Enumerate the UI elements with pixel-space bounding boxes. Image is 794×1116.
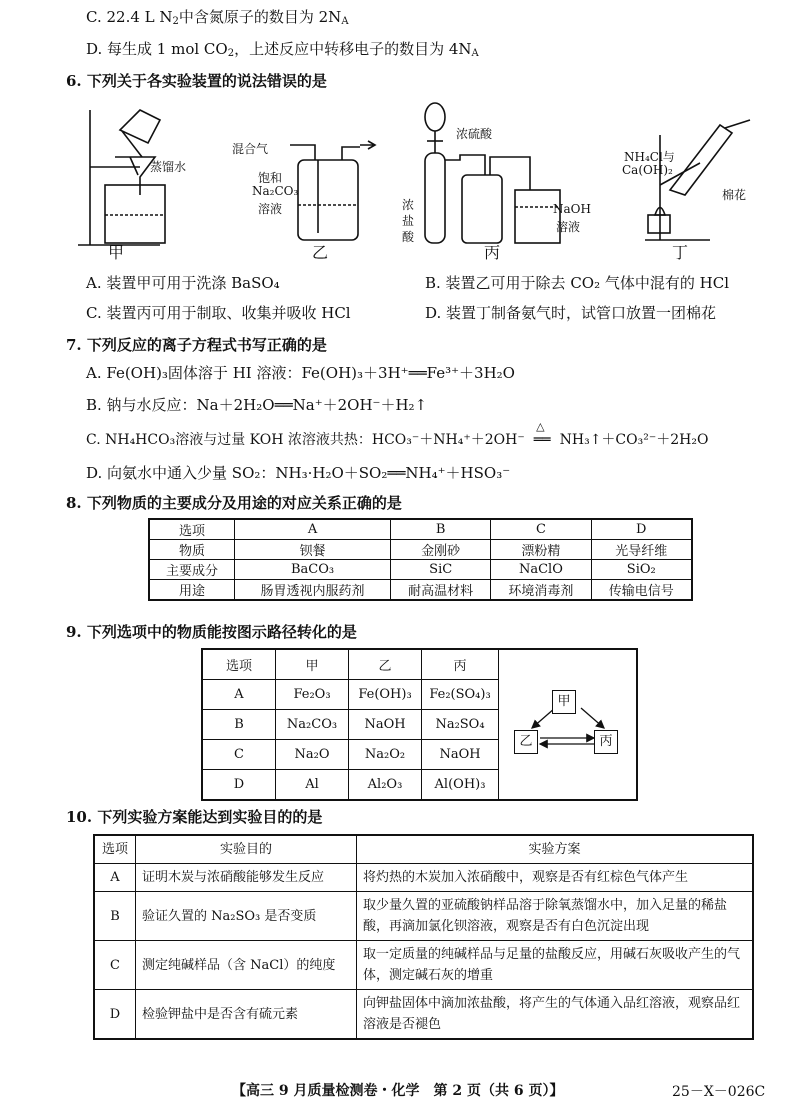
diagram-node-jia: 甲: [552, 690, 576, 714]
label-conc-1: 浓: [402, 198, 415, 212]
diagram-node-bing: 丙: [594, 730, 618, 754]
q6-stem: 6. 下列关于各实验装置的说法错误的是: [66, 72, 327, 90]
label-nh4cl: NH₄Cl与: [624, 150, 675, 164]
label-conc-sulfuric-acid: 浓硫酸: [456, 127, 493, 141]
q7-option-d: D. 向氨水中通入少量 SO₂：NH₃·H₂O＋SO₂══NH₄⁺＋HSO₃⁻: [86, 464, 511, 482]
q6-option-c: C. 装置丙可用于制取、收集并吸收 HCl: [86, 304, 351, 322]
table-row: 选项 实验目的 实验方案: [94, 835, 753, 864]
q9-stem: 9. 下列选项中的物质能按图示路径转化的是: [66, 623, 357, 641]
label-naoh: NaOH: [553, 202, 591, 216]
q6-option-a: A. 装置甲可用于洗涤 BaSO₄: [86, 274, 280, 292]
page-footer-title: 【高三 9 月质量检测卷・化学 第 2 页（共 6 页）】: [232, 1083, 564, 1099]
q10-table: [93, 834, 754, 1040]
q6-option-b: B. 装置乙可用于除去 CO₂ 气体中混有的 HCl: [425, 274, 730, 292]
table-row: D 检验钾盐中是否含有硫元素 向钾盐固体中滴加浓盐酸，将产生的气体通入品红溶液，观察品红溶液是否褪色: [94, 990, 753, 1040]
table-row: A 证明木炭与浓硝酸能够发生反应 将灼热的木炭加入浓硝酸中，观察是否有红棕色气体产生: [94, 864, 753, 892]
table-row: 选项 A B C D: [149, 519, 692, 540]
table-row: C 测定纯碱样品（含 NaCl）的纯度 取一定质量的纯碱样品与足量的盐酸反应，用碱石灰吸收产生的气体，测定碱石灰的增重: [94, 941, 753, 990]
table-row: 主要成分 BaCO₃ SiC NaClO SiO₂: [149, 560, 692, 580]
label-solution: 溶液: [258, 202, 283, 216]
q7-option-a: A. Fe(OH)₃固体溶于 HI 溶液：Fe(OH)₃＋3H⁺══Fe³⁺＋3H₂O: [86, 364, 515, 382]
table-row: A Fe₂O₃ Fe(OH)₃ Fe₂(SO₄)₃: [202, 680, 637, 710]
caption-yi: 乙: [312, 243, 329, 262]
label-naoh-solution: 溶液: [556, 220, 581, 234]
q5-option-c: C. 22.4 L $N_2$中含氮原子的数目为 $2N_A$: [86, 8, 349, 27]
table-row: 物质 钡餐 金刚砂 漂粉精 光导纤维: [149, 540, 692, 560]
q6-option-d: D. 装置丁制备氨气时，试管口放置一团棉花: [425, 304, 717, 322]
label-conc-3: 酸: [402, 230, 415, 244]
table-row: C Na₂O Na₂O₂ NaOH: [202, 740, 637, 770]
caption-jia: 甲: [108, 243, 125, 262]
q10-stem: 10. 下列实验方案能达到实验目的的是: [66, 808, 323, 826]
delta-symbol: △: [536, 420, 545, 433]
label-saturated: 饱和: [258, 171, 283, 185]
label-caoh2: Ca(OH)₂: [622, 163, 673, 177]
table-row: 选项 甲 乙 丙: [202, 649, 637, 680]
label-conc-2: 盐: [402, 214, 415, 228]
diagram-node-yi: 乙: [514, 730, 538, 754]
caption-bing: 丙: [484, 243, 501, 262]
table-row: 用途 肠胃透视内服药剂 耐高温材料 环境消毒剂 传输电信号: [149, 580, 692, 601]
table-row: B Na₂CO₃ NaOH Na₂SO₄: [202, 710, 637, 740]
q7-stem: 7. 下列反应的离子方程式书写正确的是: [66, 336, 327, 354]
q5-option-d: D. 每生成 1 mol $CO_2$，上述反应中转移电子的数目为 $4N_A$: [86, 40, 479, 59]
q8-stem: 8. 下列物质的主要成分及用途的对应关系正确的是: [66, 494, 402, 512]
label-mixed-gas: 混合气: [232, 142, 269, 156]
label-cotton: 棉花: [722, 188, 747, 202]
q8-table: [148, 518, 693, 601]
table-row: D Al Al₂O₃ Al(OH)₃: [202, 770, 637, 801]
q7-option-c: C. NH₄HCO₃溶液与过量 KOH 浓溶液共热：HCO₃⁻＋NH₄⁺＋2OH⁻ △ ══ NH₃↑＋CO₃²⁻＋2H₂O: [86, 420, 709, 448]
table-row: B 验证久置的 Na₂SO₃ 是否变质 取少量久置的亚硫酸钠样品溶于除氧蒸馏水中，加入足量的稀盐酸，再滴加氯化钡溶液，观察是否有白色沉淀出现: [94, 892, 753, 941]
q7-option-b: B. 钠与水反应：Na＋2H₂O══Na⁺＋2OH⁻＋H₂↑: [86, 396, 428, 414]
caption-ding: 丁: [672, 243, 689, 262]
paper-code: 25－X－026C: [672, 1084, 766, 1100]
label-na2co3: Na₂CO₃: [252, 184, 299, 198]
label-distilled-water: 蒸馏水: [150, 160, 187, 174]
